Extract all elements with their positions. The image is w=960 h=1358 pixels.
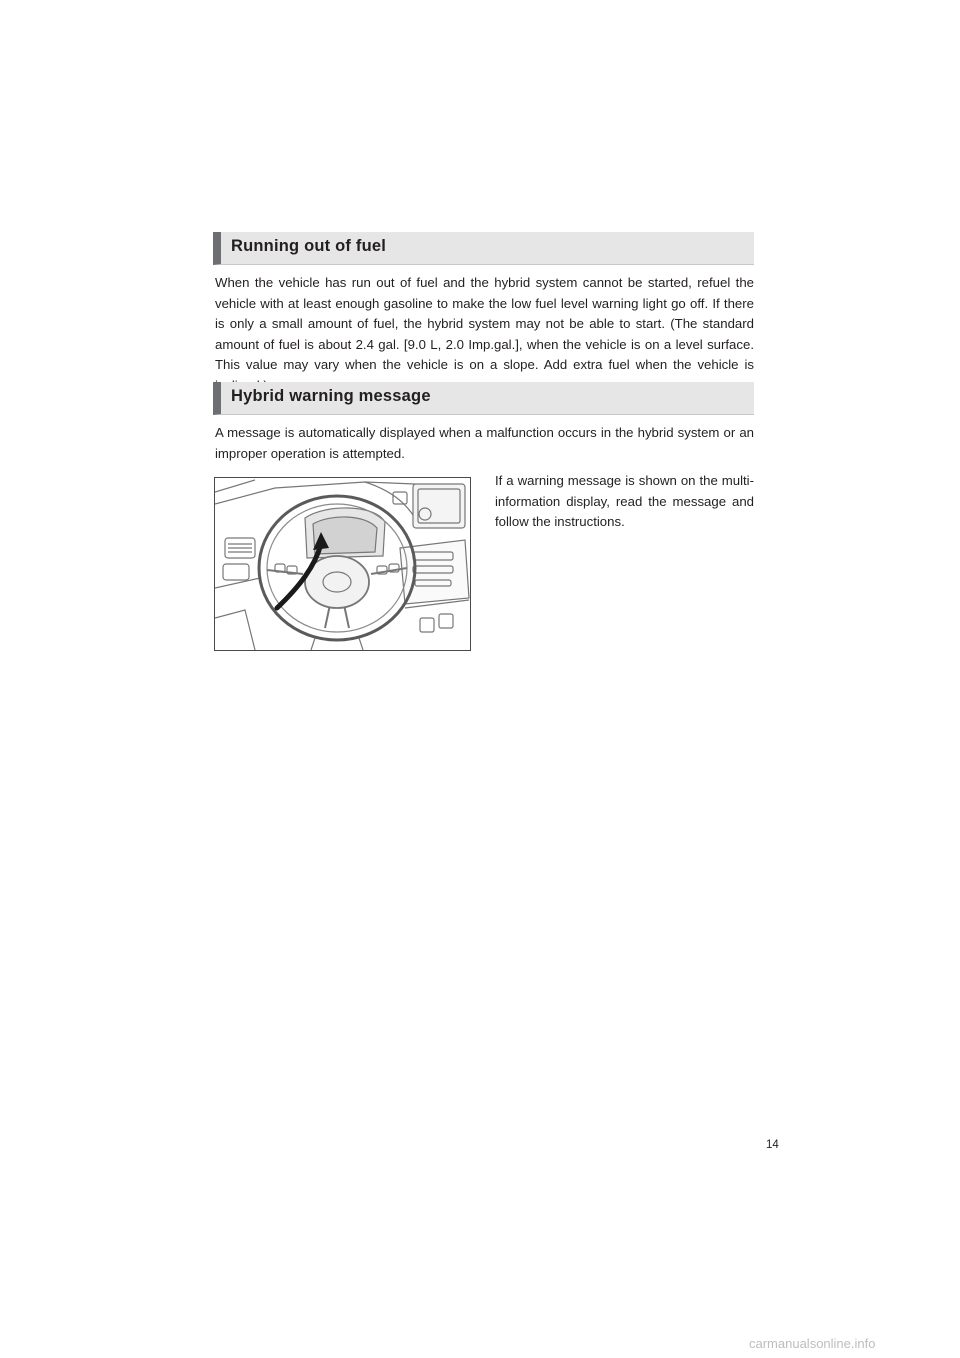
steering-wheel-dashboard-illustration — [214, 477, 471, 651]
section-heading-text: Hybrid warning message — [231, 387, 431, 405]
watermark: carmanualsonline.info — [749, 1336, 876, 1351]
section-heading-running-out-of-fuel — [213, 232, 754, 265]
section-heading-text: Running out of fuel — [231, 237, 387, 255]
hybrid-warning-paragraph: A message is automatically displayed when a malfunction occurs in the hybrid system or an improper operation is attempted. — [215, 425, 754, 461]
section-heading-hybrid-warning-message — [213, 382, 754, 415]
running-out-of-fuel-paragraph: When the vehicle has run out of fuel and the hybrid system cannot be started, refuel the vehicle with at least enough gasoline to make the low fuel level warning light go off. If there is only a small amount of fuel, the hybrid system may not be able to start. (The standard amount of fuel is about 2.4 gal. [9.0 L, 2.0 Imp.gal.], when the vehicle is on a level surface. This value may vary when the vehicle is on a slope. Add extra fuel when the vehicle is — [215, 275, 754, 372]
warning-instructions-paragraph: If a warning message is shown on the multi-information display, read the message and follow the instructions. — [495, 473, 754, 529]
dashboard-illustration-icon — [215, 478, 470, 650]
page-number: 14 — [766, 1139, 779, 1151]
